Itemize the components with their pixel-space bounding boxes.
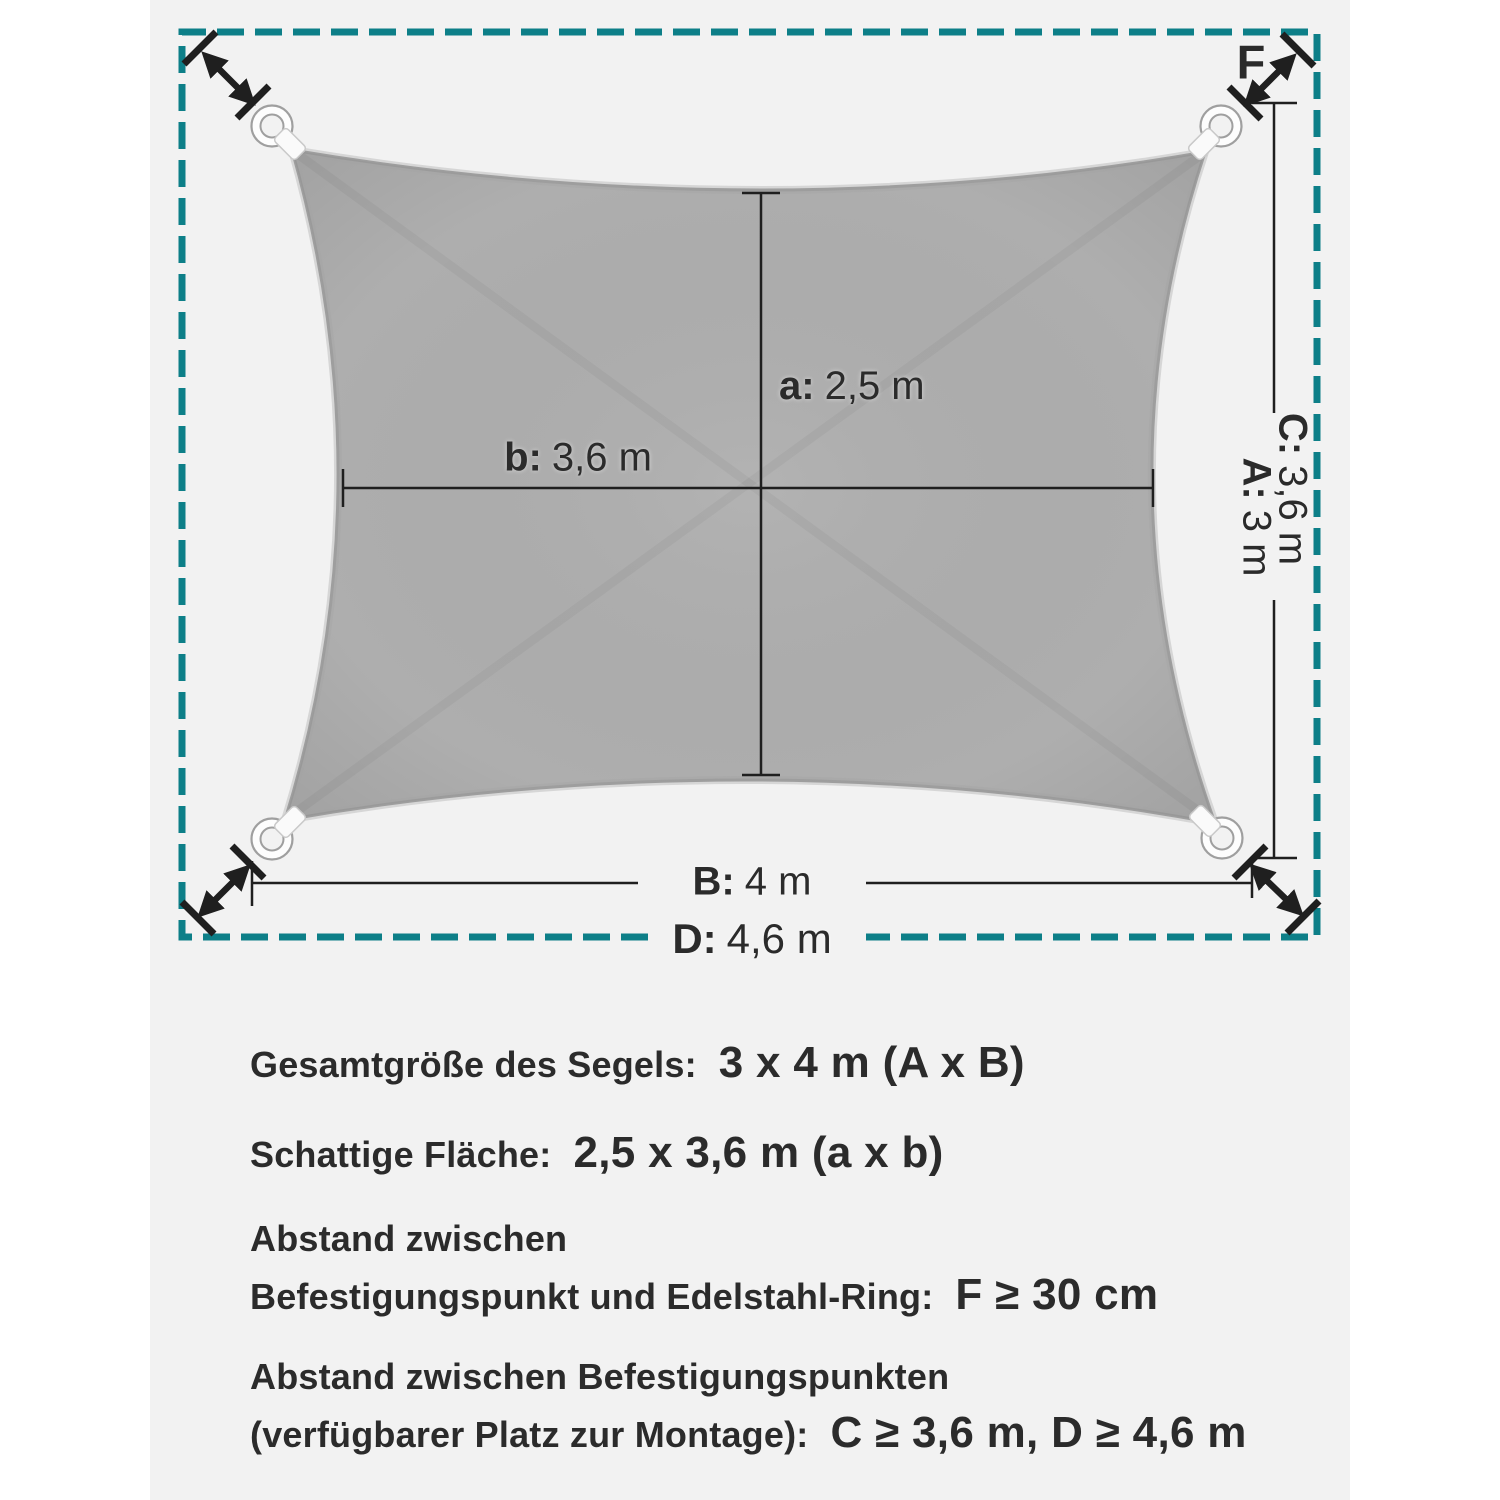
spec-shaded-area-value: 2,5 x 3,6 m (a x b) xyxy=(573,1128,944,1177)
distance-arrow-top-left xyxy=(184,32,269,118)
spec-overall-size-value: 3 x 4 m (A x B) xyxy=(718,1038,1025,1087)
spec-fixing-points-value: C ≥ 3,6 m, D ≥ 4,6 m xyxy=(830,1408,1247,1457)
spec-fixing-points-distance xyxy=(250,1356,1247,1458)
spec-ring-distance-value: F ≥ 30 cm xyxy=(955,1270,1159,1319)
spec-overall-size xyxy=(250,1038,1025,1088)
dim-A-prefix: A: xyxy=(1234,457,1279,500)
dim-b-value: 3,6 m xyxy=(551,435,652,480)
dim-D-prefix: D: xyxy=(672,915,717,962)
dim-label-B xyxy=(677,858,828,907)
spec-ring-distance-label-line1: Abstand zwischen xyxy=(250,1218,568,1259)
dim-b-prefix: b: xyxy=(504,435,542,480)
dim-D-value: 4,6 m xyxy=(726,915,832,962)
dim-a-value: 2,5 m xyxy=(824,364,925,408)
dim-A-value: 3 m xyxy=(1234,509,1279,577)
spec-fixing-points-label-line1: Abstand zwischen Befestigungspunkten xyxy=(250,1356,950,1397)
dim-a-prefix: a: xyxy=(779,364,815,408)
d-ring-bottom-left xyxy=(252,805,307,859)
dim-label-a xyxy=(779,364,925,409)
d-ring-top-left xyxy=(252,106,307,161)
spec-shaded-area xyxy=(250,1128,944,1178)
dim-C-prefix: C: xyxy=(1270,412,1315,456)
sail-shape xyxy=(285,150,1215,823)
spec-ring-distance-label-line2: Befestigungspunkt und Edelstahl-Ring: xyxy=(250,1276,934,1317)
spec-shaded-area-label: Schattige Fläche: xyxy=(250,1134,552,1175)
spec-ring-distance xyxy=(250,1218,1158,1320)
dim-B-prefix: B: xyxy=(692,859,735,904)
dim-C-value: 3,6 m xyxy=(1270,465,1315,566)
dim-label-A xyxy=(1234,458,1279,577)
spec-fixing-points-label-line2: (verfügbarer Platz zur Montage): xyxy=(250,1414,809,1455)
dim-label-b xyxy=(504,436,652,481)
dim-label-D xyxy=(656,913,847,965)
dim-label-F: F xyxy=(1236,35,1266,89)
d-ring-top-right xyxy=(1187,106,1241,161)
dim-B-value: 4 m xyxy=(744,859,812,904)
spec-overall-size-label: Gesamtgröße des Segels: xyxy=(250,1044,697,1085)
